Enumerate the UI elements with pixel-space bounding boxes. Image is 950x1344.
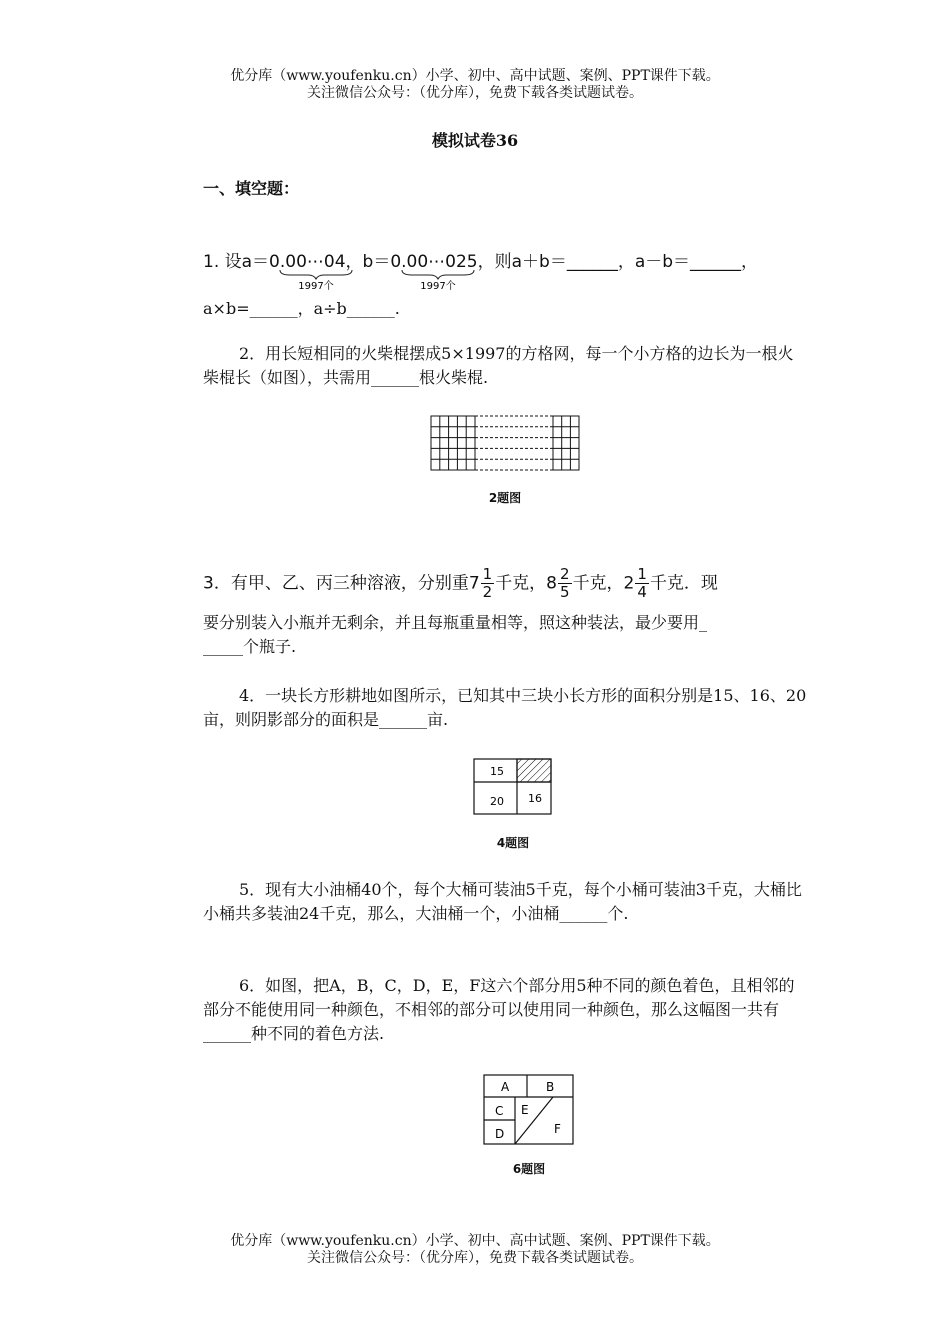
q3-fraction-1-num: 1 <box>482 565 493 583</box>
header-line-1: 优分库（www.youfenku.cn）小学、初中、高中试题、案例、PPT课件下载。 <box>230 68 720 84</box>
q3-suffix: 千克．现 <box>649 573 718 594</box>
q3-mid1: 千克，8 <box>495 573 558 594</box>
q2-caption: 2题图 <box>488 491 522 505</box>
question-1-line-2: a×b=______，a÷b______. <box>203 299 400 318</box>
header-line-2: 关注微信公众号：（优分库），免费下载各类试题试卷。 <box>307 85 643 101</box>
q1-suffix: ，则a＋b＝______，a－b＝______， <box>477 252 759 272</box>
q1-prefix: 1. 设a＝ <box>203 252 270 272</box>
q1-underbraces <box>270 268 490 292</box>
q1-a-value: 0.00⋯04 <box>269 252 346 272</box>
q3-fraction-3-num: 1 <box>637 565 647 583</box>
question-5-text: 5．现有大小油桶40个，每个大桶可装油5千克，每个小桶可装油3千克，大桶比小桶共多装油24千克，那么，大油桶一个，小油桶______个. <box>203 880 802 923</box>
q1-brace-label-b: 1997个 <box>420 281 456 292</box>
q6-label-b: B <box>546 1080 555 1094</box>
q1-b-value: 0.00⋯025 <box>390 252 478 272</box>
footer-line-1: 优分库（www.youfenku.cn）小学、初中、高中试题、案例、PPT课件下载。 <box>230 1233 720 1249</box>
q6-label-d: D <box>495 1127 505 1141</box>
q3-fraction-2 <box>558 566 572 601</box>
q1-brace-label-a: 1997个 <box>298 281 334 292</box>
q6-label-e: E <box>521 1103 529 1117</box>
q3-fraction-1 <box>481 566 495 601</box>
question-4-text: 4．一块长方形耕地如图所示，已知其中三块小长方形的面积分别是15、16、20亩，则阴影部分的面积是______亩. <box>203 686 807 729</box>
q4-label-16: 16 <box>528 792 542 805</box>
q3-mid2: 千克，2 <box>572 573 635 594</box>
q1-mid: ，b＝ <box>345 252 391 272</box>
q3-fraction-3-den: 4 <box>637 583 647 601</box>
q6-label-a: A <box>501 1080 510 1094</box>
q6-coloring-figure <box>483 1074 575 1146</box>
page-footer <box>0 1233 950 1267</box>
q6-label-f: F <box>554 1122 561 1136</box>
question-3-line-1 <box>203 566 718 601</box>
q3-fraction-2-num: 2 <box>560 565 570 583</box>
q3-fraction-3 <box>635 566 649 601</box>
q4-field-figure <box>473 758 553 816</box>
question-2-text: 2．用长短相同的火柴棍摆成5×1997的方格网，每一个小方格的边长为一根火柴棍长（如图），共需用______根火柴棍. <box>203 344 794 387</box>
footer-line-2: 关注微信公众号：（优分库），免费下载各类试题试卷。 <box>307 1250 643 1266</box>
q4-label-20: 20 <box>490 795 504 808</box>
q6-label-c: C <box>495 1104 504 1118</box>
q3-prefix: 3．有甲、乙、丙三种溶液，分别重7 <box>203 573 480 594</box>
q3-fraction-2-den: 5 <box>560 583 570 601</box>
q3-fraction-1-den: 2 <box>482 583 493 601</box>
question-3-line-2: 要分别装入小瓶并无剩余，并且每瓶重量相等，照这种装法，最少要用_ <box>203 613 708 632</box>
page-header <box>0 68 950 102</box>
q4-shaded-region <box>517 759 551 782</box>
page-title: 模拟试卷36 <box>431 131 519 150</box>
section-heading: 一、填空题： <box>203 179 300 198</box>
q2-grid-figure <box>430 415 580 471</box>
question-6-text: 6．如图，把A，B，C，D，E，F这六个部分用5种不同的颜色着色，且相邻的部分不能使用同一种颜色，不相邻的部分可以使用同一种颜色，那么这幅图一共有______种不同的着色方法. <box>203 976 795 1043</box>
question-3-line-3: _____个瓶子. <box>203 637 297 656</box>
q4-caption: 4题图 <box>496 836 530 850</box>
q4-label-15: 15 <box>490 765 504 778</box>
q6-caption: 6题图 <box>512 1162 546 1176</box>
